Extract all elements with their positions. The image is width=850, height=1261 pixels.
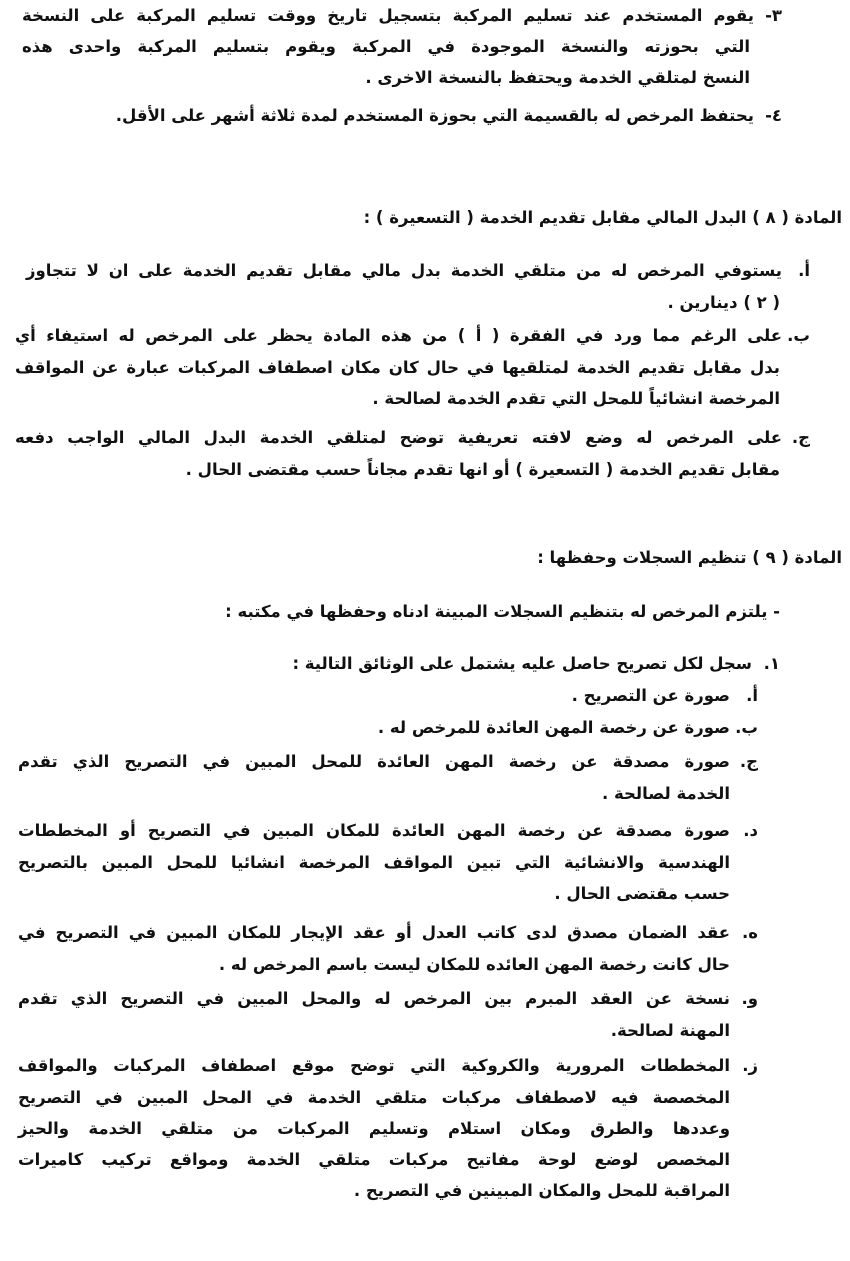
item-marker: و. [741, 989, 758, 1008]
article-8-item-c [15, 422, 810, 453]
item-line: الهندسية والانشائية التي تبين المواقف المرخصة انشائيا للمحل المبين بالتصريح [18, 853, 730, 872]
item-line: ( ٢ ) دينارين . [667, 293, 780, 312]
top-list-item-3-cont [22, 31, 750, 93]
article-8-item-a-cont [80, 287, 780, 318]
top-list-item-3 [22, 0, 782, 31]
item-line: صورة عن رخصة المهن العائدة للمرخص له . [377, 718, 730, 737]
article-9-intro: - يلتزم المرخص له بتنظيم السجلات المبينة ادناه وحفظها في مكتبه : [225, 602, 780, 621]
item-line: حال كانت رخصة المهن العائده للمكان ليست باسم المرخص له . [218, 955, 730, 974]
article-8-item-a [26, 255, 810, 286]
item-line: حسب مقتضى الحال . [554, 884, 730, 903]
article-9-subsection-1 [80, 648, 780, 679]
item-marker: ١. [763, 654, 780, 673]
article-8-item-b-cont [15, 352, 780, 414]
item-line: يقوم المستخدم عند تسليم المركبة بتسجيل تاريخ ووقت تسليم المركبة على النسخة [22, 6, 754, 25]
item-line: المخصص لوضع لوحة مفاتيح مركبات متلقي الخدمة ومواقع تركيب كاميرات [18, 1150, 730, 1169]
top-list-item-4 [82, 100, 782, 131]
item-line: المهنة لصالحة. [610, 1021, 730, 1040]
item-line: وعددها والطرق ومكان استلام وتسليم المركبات من متلقي الخدمة والحيز [18, 1119, 730, 1138]
article-9-item-e [18, 917, 758, 948]
article-9-item-e-cont [18, 949, 730, 980]
article-8-item-c-cont [15, 454, 780, 485]
article-9-item-g [18, 1050, 758, 1081]
item-line: يحتفظ المرخص له بالقسيمة التي بحوزة المستخدم لمدة ثلاثة أشهر على الأقل. [115, 106, 754, 125]
item-line: سجل لكل تصريح حاصل عليه يشتمل على الوثائق التالية : [292, 654, 752, 673]
article-9-item-a [18, 680, 758, 711]
item-line: نسخة عن العقد المبرم بين المرخص له والمحل المبين في التصريح الذي تقدم [18, 989, 730, 1008]
item-line: النسخ لمتلقي الخدمة ويحتفظ بالنسخة الاخرى . [365, 68, 750, 87]
item-line: صورة عن التصريح . [571, 686, 730, 705]
item-marker: ٤- [765, 106, 782, 125]
article-9-item-f-cont [18, 1015, 730, 1046]
item-marker: أ. [798, 261, 810, 280]
item-marker: ب. [735, 718, 758, 737]
item-marker: ج. [739, 752, 758, 771]
article-9-item-f [18, 983, 758, 1014]
article-9-item-c [18, 746, 758, 777]
item-line: مقابل تقديم الخدمة ( التسعيرة ) أو انها تقدم مجاناً حسب مقتضى الحال . [185, 460, 780, 479]
article-9-heading: المادة ( ٩ ) تنظيم السجلات وحفظها : [537, 548, 842, 567]
item-line: بدل مقابل تقديم الخدمة لمتلقيها في حال كان مكان اصطفاف المركبات عبارة عن المواقف [15, 358, 780, 377]
item-marker: ٣- [765, 6, 782, 25]
article-8-item-b [15, 320, 810, 351]
item-line: المرخصة انشائياً للمحل التي تقدم الخدمة لصالحة . [372, 389, 780, 408]
item-line: على الرغم مما ورد في الفقرة ( أ ) من هذه المادة يحظر على المرخص له استيفاء أي [15, 326, 782, 345]
item-marker: ه. [741, 923, 758, 942]
article-8-heading: المادة ( ٨ ) البدل المالي مقابل تقديم الخدمة ( التسعيرة ) : [363, 208, 842, 227]
article-9-item-c-cont [18, 778, 730, 809]
item-line: على المرخص له وضع لافته تعريفية توضح لمتلقي الخدمة البدل المالي الواجب دفعه [15, 428, 782, 447]
item-marker: أ. [746, 686, 758, 705]
item-line: المخططات المرورية والكروكية التي توضح موقع اصطفاف المركبات والمواقف [18, 1056, 730, 1075]
item-line: التي بحوزته والنسخة الموجودة في المركبة ويقوم بتسليم المركبة واحدى هذه [22, 37, 750, 56]
item-line: عقد الضمان مصدق لدى كاتب العدل أو عقد الإيجار للمكان المبين في التصريح في [18, 923, 730, 942]
item-marker: د. [743, 821, 758, 840]
item-line: المخصصة فيه لاصطفاف مركبات متلقي الخدمة في المحل المبين في التصريح [18, 1088, 730, 1107]
article-9-item-d-cont [18, 847, 730, 909]
item-line: يستوفي المرخص له من متلقي الخدمة بدل مالي مقابل تقديم الخدمة على ان لا تتجاوز [26, 261, 782, 280]
article-9-item-b [18, 712, 758, 743]
item-line: صورة مصدقة عن رخصة المهن العائدة للمحل المبين في التصريح الذي تقدم [18, 752, 730, 771]
item-marker: ب. [787, 326, 810, 345]
article-9-item-d [18, 815, 758, 846]
item-marker: ج. [791, 428, 810, 447]
item-marker: ز. [742, 1056, 758, 1075]
item-line: المراقبة للمحل والمكان المبينين في التصريح . [353, 1181, 730, 1200]
article-9-item-g-cont [18, 1082, 730, 1206]
item-line: الخدمة لصالحة . [602, 784, 730, 803]
item-line: صورة مصدقة عن رخصة المهن العائدة للمكان المبين في التصريح أو المخططات [18, 821, 730, 840]
